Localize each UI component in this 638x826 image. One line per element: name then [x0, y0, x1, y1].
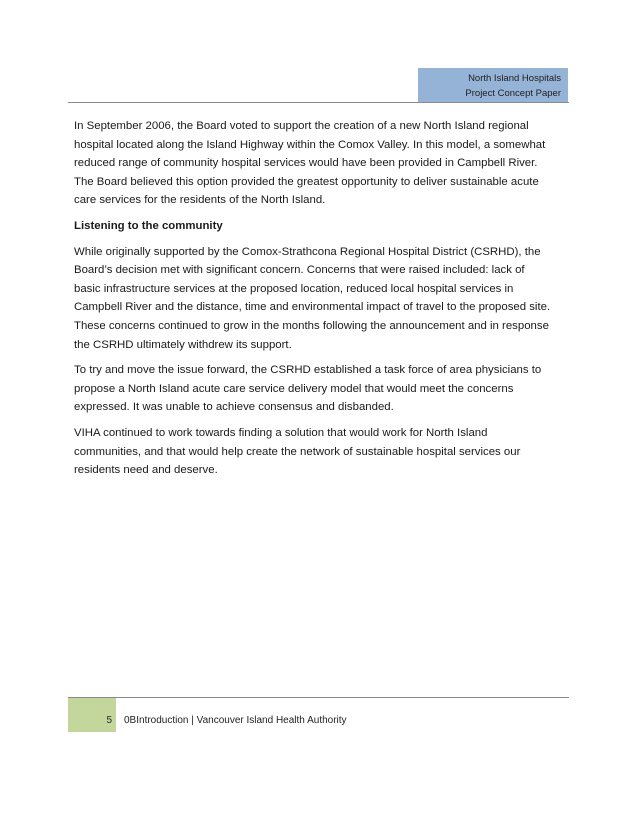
header-subtitle: Project Concept Paper [465, 88, 561, 99]
body-content [74, 117, 554, 487]
section-heading: Listening to the community [74, 219, 223, 232]
body-paragraph: In September 2006, the Board voted to support the creation of a new North Island regional hospital located along the Island Highway within the Comox Valley. In this model, a somewhat reduced range of community hospital services would have been provided in Campbell River. The Board believed this option provided the greatest opportunity to deliver sustainable acute care services for the residents of the North Island. [74, 120, 546, 207]
page-number: 5 [106, 715, 112, 726]
footer-divider [68, 697, 569, 698]
footer-text: 0BIntroduction | Vancouver Island Health Authority [124, 715, 347, 726]
header-box [418, 68, 568, 102]
body-paragraph: To try and move the issue forward, the CSRHD established a task force of area physicians to propose a North Island acute care service delivery model that would meet the concerns expressed. It was unable to achieve consensus and disbanded. [74, 364, 542, 414]
header-divider [68, 102, 569, 103]
header-title: North Island Hospitals [468, 73, 561, 84]
body-paragraph: While originally supported by the Comox-Strathcona Regional Hospital District (CSRHD), the Board’s decision met with significant concern. Concerns that were raised included: lack of basic infrastructure services at the proposed location, reduced local hospital services in Campbell River and the distance, time and environmental impact of travel to the proposed site. These concerns continued to grow in the months following the announcement and in response the CSRHD ultimately withdrew its support. [74, 245, 551, 351]
body-paragraph: VIHA continued to work towards finding a solution that would work for North Island communities, and that would help create the network of sustainable hospital services our residents need and deserve. [74, 426, 521, 477]
footer-page-box [68, 698, 116, 732]
